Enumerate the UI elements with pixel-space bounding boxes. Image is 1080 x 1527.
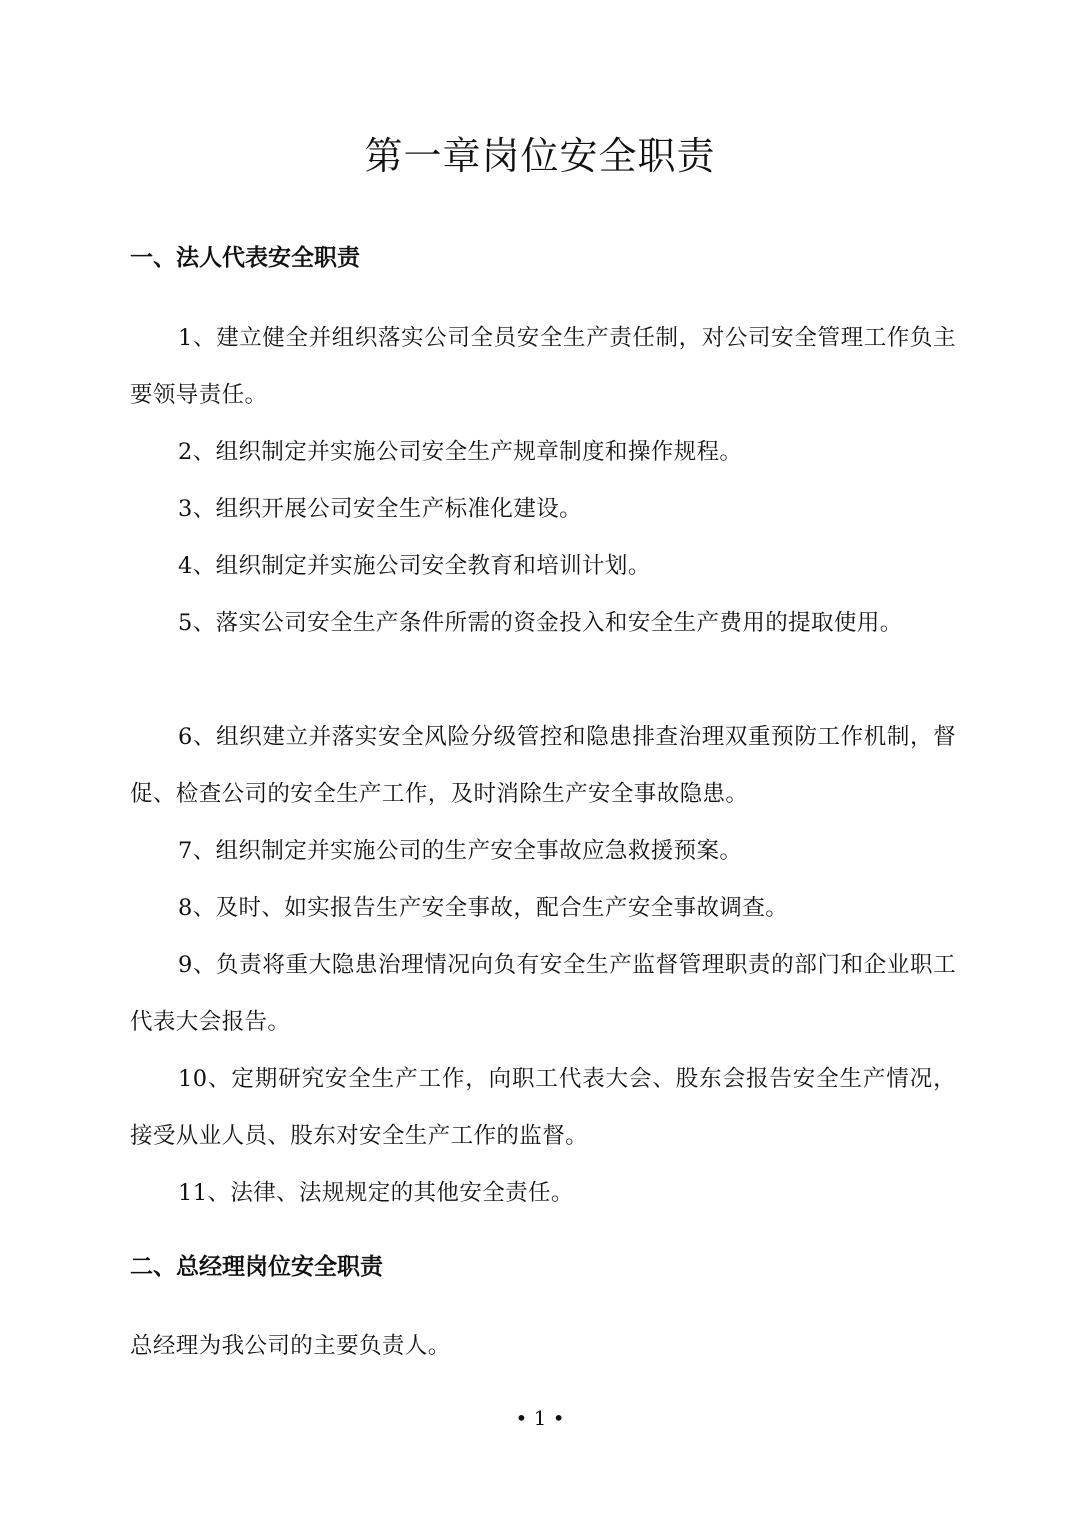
duty-item-9: 9、负责将重大隐患治理情况向负有安全生产监督管理职责的部门和企业职工代表大会报告。 — [130, 952, 956, 1035]
duty-item-3: 3、组织开展公司安全生产标准化建设。 — [178, 496, 583, 522]
section-heading-general-manager: 二、总经理岗位安全职责 — [130, 1254, 383, 1280]
duty-item-10: 10、定期研究安全生产工作，向职工代表大会、股东会报告安全生产情况，接受从业人员、股东对安全生产工作的监督。 — [130, 1066, 956, 1149]
duty-item-6: 6、组织建立并落实安全风险分级管控和隐患排查治理双重预防工作机制，督促、检查公司的安全生产工作，及时消除生产安全事故隐患。 — [130, 724, 956, 807]
chapter-title: 第一章岗位安全职责 — [364, 134, 716, 178]
duty-item-5: 5、落实公司安全生产条件所需的资金投入和安全生产费用的提取使用。 — [178, 610, 903, 636]
duty-item-2: 2、组织制定并实施公司安全生产规章制度和操作规程。 — [178, 439, 743, 465]
general-manager-intro: 总经理为我公司的主要负责人。 — [130, 1333, 451, 1359]
duty-item-8: 8、及时、如实报告生产安全事故，配合生产安全事故调查。 — [178, 895, 789, 921]
section-heading-legal-representative: 一、法人代表安全职责 — [130, 245, 360, 271]
duty-item-1: 1、建立健全并组织落实公司全员安全生产责任制，对公司安全管理工作负主要领导责任。 — [130, 325, 956, 408]
duty-item-7: 7、组织制定并实施公司的生产安全事故应急救援预案。 — [178, 838, 743, 864]
duty-item-4: 4、组织制定并实施公司安全教育和培训计划。 — [178, 553, 651, 579]
page-number: • 1 • — [515, 1406, 565, 1430]
duty-item-11: 11、法律、法规规定的其他安全责任。 — [178, 1180, 574, 1206]
